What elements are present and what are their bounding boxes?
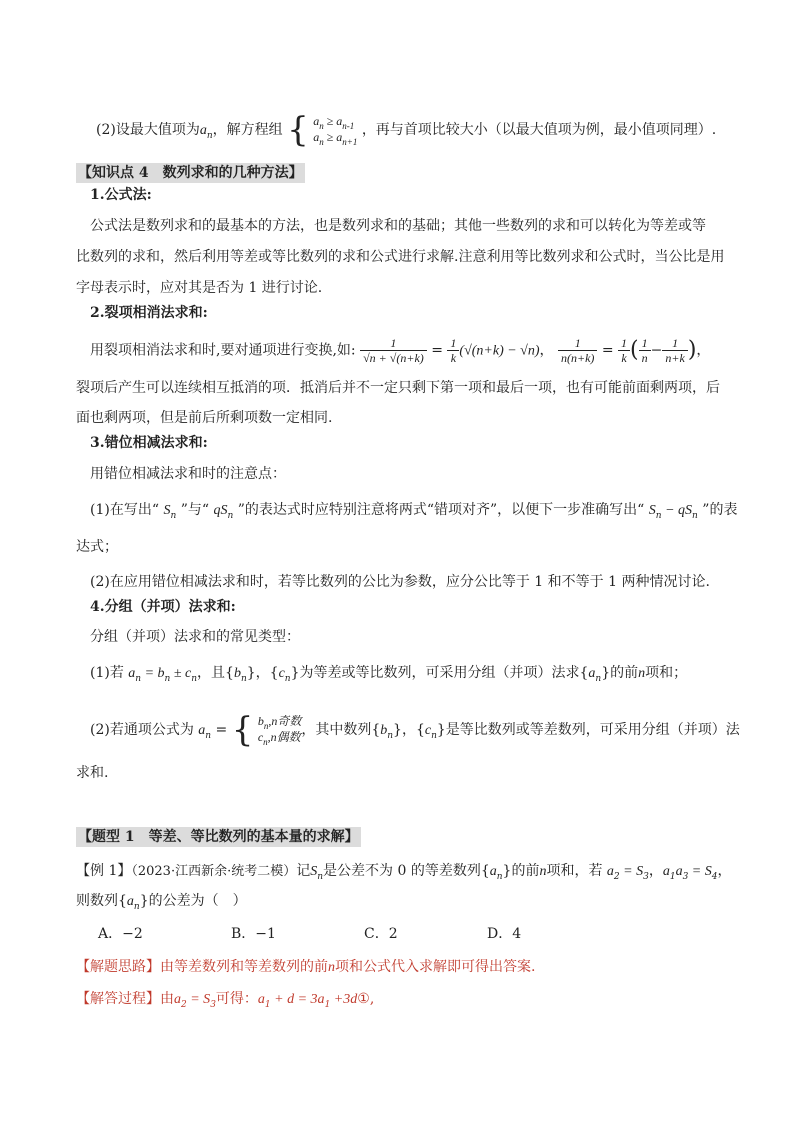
process-label: 【解答过程】 xyxy=(76,991,160,1007)
math-sub: n xyxy=(319,137,324,147)
math-op: − xyxy=(650,342,663,359)
math-op: ≥ a xyxy=(323,114,343,128)
idea-label: 【解题思路】 xyxy=(76,959,160,975)
piecewise-system: { $b_n,n$奇数 $c_n,n$偶数 xyxy=(231,710,302,750)
paragraph: 分组（并项）法求和的常见类型： xyxy=(90,629,300,645)
text: ， xyxy=(539,342,554,359)
math-var: a xyxy=(313,130,320,144)
example-source: （2023·江西新余·统考二模） xyxy=(131,864,297,879)
text: (2)设最大值项为 xyxy=(96,122,200,138)
fraction: $\frac{1}{n(n+k)}$ xyxy=(558,336,597,365)
circled-one: ① xyxy=(357,991,370,1007)
text: ，再与首项比较大小（以最大值项为例，最小值项同理）. xyxy=(361,122,717,138)
inequality-system xyxy=(287,110,358,150)
math-sub: n+1 xyxy=(342,137,358,147)
fraction: $\frac{1}{k}$ xyxy=(618,336,630,365)
paragraph: (2)在应用错位相减法求和时，若等比数列的公比为参数，应分公比等于 1 和不等于 1 两种情况讨论. xyxy=(90,574,710,590)
left-brace: { xyxy=(231,710,254,750)
example-1-line: 【例 1】（2023·江西新余·统考二模）记$S_n$是公差不为 0 的等差数列$\{a_n\}$的前n项和，若 $a_2 = S_3$，$a_1a_3 = S_4$， xyxy=(76,863,732,882)
paragraph-sn-qsn: (1)在写出“ $S_n$ ”与“ $qS_n$ ”的表达式时应特别注意将两式“错项对齐”，以便下一步准确写出“ $S_n - qS_n$ ”的表 xyxy=(90,502,738,521)
paragraph: 达式； xyxy=(76,539,118,555)
paragraph-grouping-1: (1)若 $a_n = b_n \pm c_n$，且$\{b_n\}$，$\{c_n\}$为等差或等比数列，可采用分组（并项）法求$\{a_n\}$的前n项和； xyxy=(90,665,688,684)
math-expr: (√(n+k) − √n) xyxy=(459,343,540,359)
example-label: 【例 1】 xyxy=(76,863,132,879)
fraction: $\frac{1}{n}$ xyxy=(639,336,651,365)
option-c[interactable]: C．2 xyxy=(364,926,398,942)
heading-shift-subtract: 3.错位相减法求和: xyxy=(90,435,208,451)
paragraph: 裂项后产生可以连续相互抵消的项．抵消后并不一定只剩下第一项和最后一项，也有可能前面剩两项，后 xyxy=(76,380,720,396)
math-sub: n xyxy=(206,131,213,141)
math-var: a xyxy=(199,123,207,138)
paragraph: 字母表示时，应对其是否为 1 进行讨论. xyxy=(76,280,323,296)
math-sub: n-1 xyxy=(342,121,355,131)
math-op: = xyxy=(431,342,443,359)
math-sub: n xyxy=(319,121,324,131)
option-d[interactable]: D．4 xyxy=(487,926,522,942)
fraction: $\frac{1}{n+k}$ xyxy=(662,336,687,365)
paren: ( xyxy=(630,337,639,363)
example-1-line-2: 则数列$\{a_n\}$的公差为（ ） xyxy=(76,893,247,912)
fraction: $\frac{1}{k}$ xyxy=(447,336,459,365)
paragraph: 面也剩两项，但是前后所剩项数一定相同. xyxy=(76,410,333,426)
heading-telescoping: 2.裂项相消法求和: xyxy=(90,305,208,321)
heading-formula-method: 1.公式法: xyxy=(90,187,152,203)
paragraph: 公式法是数列求和的最基本的方法，也是数列求和的基础；其他一些数列的求和可以转化为等差或等 xyxy=(90,218,706,234)
knowledge-point-tag: 【知识点 4 数列求和的几种方法】 xyxy=(78,165,303,181)
math-var: a xyxy=(313,114,320,128)
math-op: ≥ a xyxy=(323,130,343,144)
paragraph-grouping-2: (2)若通项公式为 $a_n$ = { $b_n,n$奇数 $c_n,n$偶数 ，其中数列$\{b_n\}$，$\{c_n\}$是等比数列或等差数列，可采用分组（并项）法 xyxy=(90,710,740,750)
left-brace: { xyxy=(287,110,309,150)
solution-process: 【解答过程】由$a_2 = S_3$可得：$a_1 + d = 3a_1$ +3d①, xyxy=(76,991,375,1010)
max-term-line xyxy=(96,110,717,150)
solution-idea: 【解题思路】由等差数列和等差数列的前n项和公式代入求解即可得出答案. xyxy=(76,959,536,975)
section-title-kp4 xyxy=(76,163,305,183)
fraction: $\frac{1}{√n + √(n+k)}$ xyxy=(360,336,427,365)
text: ， xyxy=(696,342,711,359)
telescoping-formula-line xyxy=(90,336,710,365)
type-tag: 【题型 1 等差、等比数列的基本量的求解】 xyxy=(78,829,359,845)
section-title-type1 xyxy=(76,827,361,847)
paragraph: 用错位相减法求和时的注意点： xyxy=(90,466,286,482)
option-a[interactable]: A．−2 xyxy=(98,926,143,942)
option-b[interactable]: B．−1 xyxy=(231,926,276,942)
heading-grouping: 4.分组（并项）法求和: xyxy=(90,599,236,615)
paren: ) xyxy=(687,337,697,363)
math-op: = xyxy=(601,342,614,359)
paragraph: 比数列的求和，然后利用等差或等比数列的求和公式进行求解.注意利用等比数列求和公式时，当公比是用 xyxy=(76,249,725,265)
paragraph: 求和. xyxy=(76,765,109,781)
text: 用裂项相消法求和时,要对通项进行变换,如: xyxy=(90,342,356,359)
text: ，解方程组 xyxy=(212,122,283,138)
